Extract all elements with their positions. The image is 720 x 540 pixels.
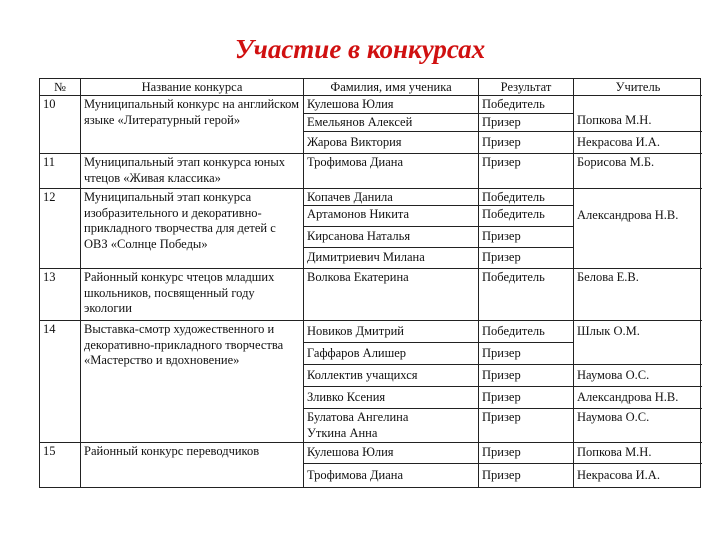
result-cell: Призер [479, 443, 574, 464]
row-num: 10 [40, 96, 81, 154]
teacher-cell: Попкова М.Н. [574, 443, 702, 464]
student-name: Уткина Анна [307, 425, 378, 440]
contest-name: Выставка-смотр художественного и декоративно-прикладного творчества «Мастерство и вдохновение» [81, 321, 304, 443]
teacher-cell: Некрасова И.А. [577, 467, 660, 482]
student-cell: Кулешова Юлия [304, 96, 479, 114]
student-cell: Трофимова Диана [304, 154, 479, 189]
student-cell: Волкова Екатерина [304, 269, 479, 321]
student-cell: Зливко Ксения [304, 387, 479, 409]
page-title: Участие в конкурсах [234, 34, 486, 64]
student-cell: Жарова Виктория [304, 132, 479, 154]
result-cell: Призер [479, 464, 574, 487]
result-cell: Призер [479, 114, 574, 132]
row-num: 13 [40, 269, 81, 321]
result-cell: Призер [479, 365, 574, 387]
teacher-cell: Александрова Н.В. [574, 189, 702, 269]
student-cell: Димитриевич Милана [304, 248, 479, 269]
contests-table [39, 78, 701, 488]
header-contest: Название конкурса [81, 79, 304, 96]
result-cell: Победитель [479, 96, 574, 114]
row-num: 15 [40, 443, 81, 487]
student-cell: Копачев Данила [304, 189, 479, 206]
row-num: 11 [40, 154, 81, 189]
teacher-cell: Наумова О.С. [574, 409, 702, 443]
result-cell: Победитель [479, 269, 574, 321]
student-cell: Артамонов Никита [304, 206, 479, 227]
row-num: 12 [40, 189, 81, 269]
result-cell: Победитель [479, 189, 574, 206]
row-num: 14 [40, 321, 81, 443]
result-cell: Призер [479, 248, 574, 269]
student-name: Булатова Ангелина [307, 410, 409, 424]
student-cell: Трофимова Диана [304, 464, 479, 487]
header-teacher: Учитель [574, 79, 702, 96]
teacher-cell: Попкова М.Н. [574, 96, 702, 132]
student-cell: Новиков Дмитрий [304, 321, 479, 343]
student-cell [304, 409, 479, 443]
contest-name: Районный конкурс переводчиков [81, 443, 304, 487]
result-cell: Призер [479, 409, 574, 443]
result-cell: Победитель [479, 206, 574, 227]
teacher-cell: Некрасова И.А. [574, 132, 702, 154]
contest-name: Районный конкурс чтецов младших школьников, посвященный году экологии [81, 269, 304, 321]
result-cell: Призер [479, 227, 574, 248]
contest-name: Муниципальный этап конкурса изобразительного и декоративно-прикладного творчества для детей с ОВЗ «Солнце Победы» [81, 189, 304, 269]
result-cell: Призер [479, 154, 574, 189]
contest-name: Муниципальный конкурс на английском языке «Литературный герой» [81, 96, 304, 154]
student-cell: Емельянов Алексей [304, 114, 479, 132]
header-result: Результат [479, 79, 574, 96]
teacher-cell: Белова Е.В. [574, 269, 702, 321]
teacher-cell: Александрова Н.В. [574, 387, 702, 409]
student-cell: Коллектив учащихся [304, 365, 479, 387]
student-cell: Гаффаров Алишер [304, 343, 479, 365]
teacher-cell: Борисова М.Б. [574, 154, 702, 189]
header-student: Фамилия, имя ученика [304, 79, 479, 96]
teacher-cell: Наумова О.С. [574, 365, 702, 387]
result-cell: Призер [479, 132, 574, 154]
student-cell: Кирсанова Наталья [304, 227, 479, 248]
result-cell: Призер [479, 343, 574, 365]
result-cell: Призер [479, 387, 574, 409]
header-num: № [40, 79, 81, 96]
teacher-cell: Шлык О.М. [574, 321, 702, 365]
student-cell: Кулешова Юлия [304, 443, 479, 464]
contest-name: Муниципальный этап конкурса юных чтецов «Живая классика» [81, 154, 304, 189]
result-cell: Победитель [479, 321, 574, 343]
